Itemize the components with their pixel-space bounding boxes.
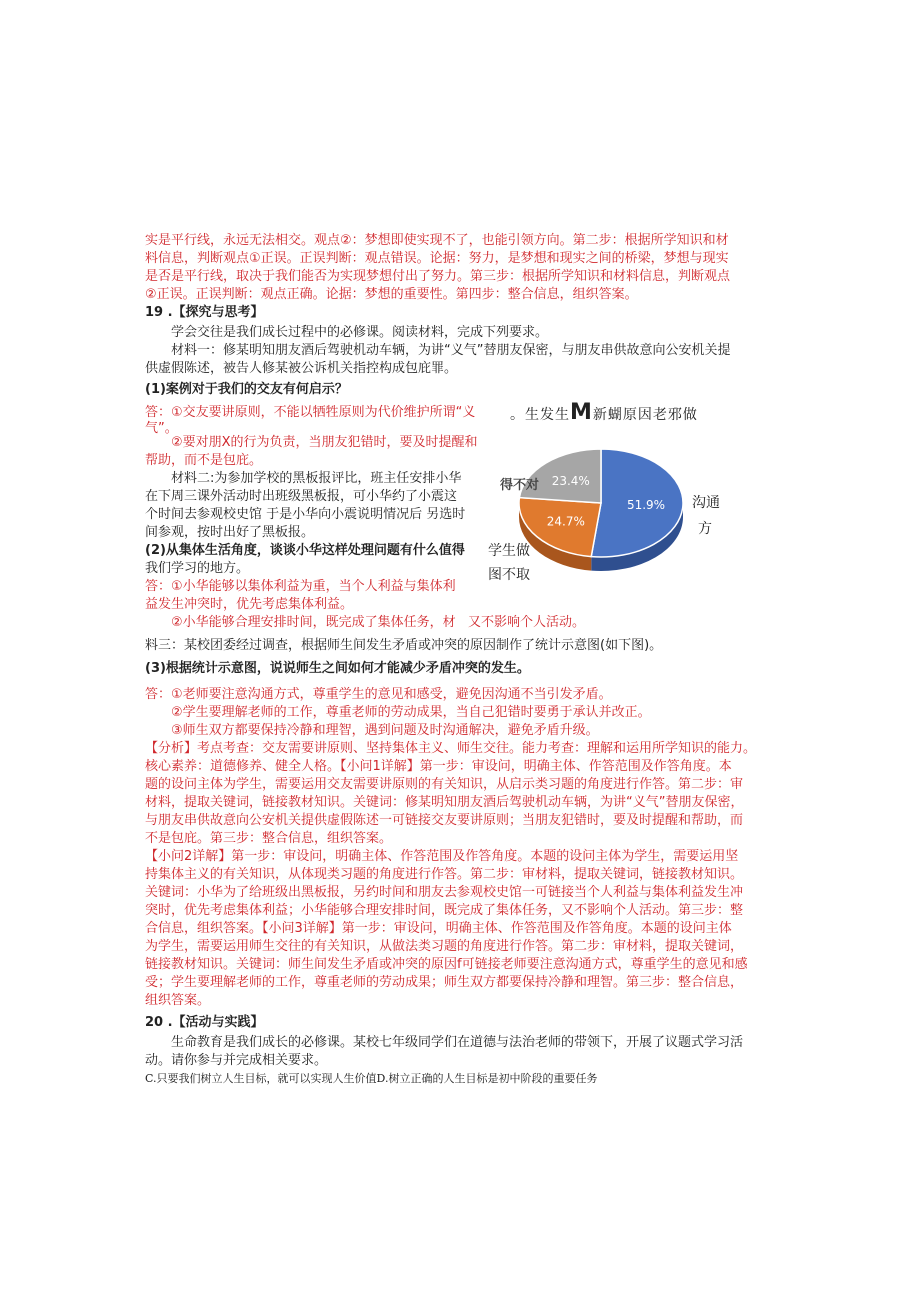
material3: 料三：某校团委经过调查，根据师生间发生矛盾或冲突的原因制作了统计示意图(如下图)。 [145, 638, 663, 653]
material2-line-2: 在下周三课外活动时出班级黑板报，可小华约了小震这 [145, 489, 458, 504]
chart-title-pre: 。生发生 [510, 407, 570, 423]
analysis-line-6: 不是包庇。第三步：整合信息，组织答案。 [145, 831, 393, 846]
side-label-right-2: 方 [698, 521, 712, 537]
analysis-line-14: 受；学生要理解老师的工作，尊重老师的劳动成果；师生双方都要保持冷静和理智。第三步：整合信息， [145, 975, 744, 990]
analysis-line-11: 合信息，组织答案。【小问3详解】第一步：审设问，明确主体、作答范围及作答角度。本题的设问主体 [145, 921, 732, 936]
analysis-line-12: 为学生，需要运用师生交往的有关知识，从做法类习题的角度进行作答。第二步：审材料，提取关键词， [145, 939, 744, 954]
answer2-line-2: 益发生冲突时，优先考虑集体利益。 [145, 597, 354, 612]
analysis-line-10: 突时，优先考虑集体利益；小华能够合理安排时间，既完成了集体任务，又不影响个人活动。第三步：整 [145, 903, 744, 918]
analysis-line-7: 【小问2详解】第一步：审设问，明确主体、作答范围及作答角度。本题的设问主体为学生，需要运用坚 [145, 849, 739, 864]
answer2-line-1: 答：①小华能够以集体利益为重，当个人利益与集体利 [145, 579, 456, 594]
question-1: (1)案例对于我们的交友有何启示？ [145, 382, 348, 397]
analysis-line-4: 材料，提取关键词，链接教材知识。关键词：修某明知朋友酒后驾驶机动车辆，为讲“义气”替朋友保密， [145, 795, 744, 810]
analysis-line-2: 核心素养：道德修养、健全人格。【小问1详解】第一步：审设问，明确主体、作答范围及作答角度。本 [145, 759, 732, 774]
answer1-line-1: 答：①交友要讲原则，不能以牺牲原则为代价维护所谓“义 [145, 405, 476, 420]
question-2-line-1: (2)从集体生活角度，谈谈小华这样处理问题有什么值得 [145, 543, 465, 558]
analysis-line-5: 与朋友串供故意向公安机关提供虚假陈述一可链接交友要讲原则；当朋友犯错时，要及时提醒和帮助，而 [145, 813, 744, 828]
question-2-line-2: 我们学习的地方。 [145, 561, 250, 576]
analysis-line-13: 链接教材知识。关键词：师生间发生矛盾或冲突的原因f可链接老师要注意沟通方式，尊重学生的意见和感 [145, 957, 748, 972]
analysis-line-8: 持集体主义的有关知识，从体现类习题的角度进行作答。第二步：审材料，提取关键词，链接教材知识。 [145, 867, 744, 882]
answer3-line-2: ②学生要理解老师的工作，尊重老师的劳动成果，当自己犯错时要勇于承认并改正。 [171, 705, 651, 720]
answer1-line-3: ②要对朋X的行为负责，当朋友犯错时，要及时提醒和 [171, 435, 478, 450]
pie-label-3: 23.4% [551, 473, 590, 488]
q19-intro: 学会交往是我们成长过程中的必修课。阅读材料，完成下列要求。 [171, 325, 549, 340]
material2-line-4: 间参观，按时出好了黑板报。 [145, 525, 315, 540]
material1-line-1: 材料一：修某明知朋友酒后驾驶机动车辆，为讲“义气”替朋友保密，与朋友串供故意向公安机关提 [171, 343, 731, 358]
answer2-line-3a: ②小华能够合理安排时间，既完成了集体任务，材 [171, 615, 456, 630]
intro-line-3: 是否是平行线，取决于我们能否为实现梦想付出了努力。第三步：根据所学知识和材料信息，判断观点 [145, 269, 731, 284]
chart-title-big: M [570, 400, 593, 425]
answer3-line-1: 答：①老师要注意沟通方式，尊重学生的意见和感受，避免因沟通不当引发矛盾。 [145, 687, 612, 702]
q20-line-1: 生命教育是我们成长的必修课。某校七年级同学们在道德与法治老师的带领下，开展了议题式学习活 [171, 1035, 744, 1050]
q20-heading: 20 .【活动与实践】 [145, 1015, 264, 1030]
side-label-left-1: 学生做 [488, 543, 530, 559]
material2-line-1: 材料二:为参加学校的黑板报评比，班主任安排小华 [171, 471, 462, 486]
chart-title-post: 新蝴原因老邪做 [592, 407, 698, 423]
intro-line-2: 料信息，判断观点①正误。正误判断：观点错误。论据：努力，是梦想和现实之间的桥梁，梦想与现实 [145, 251, 729, 266]
intro-line-1: 实是平行线，永远无法相交。观点②：梦想即使实现不了，也能引领方向。第二步：根据所学知识和材 [145, 233, 729, 248]
q19-heading: 19 .【探究与思考】 [145, 305, 264, 320]
analysis-line-1: 【分析】考点考查：交友需要讲原则、坚持集体主义、师生交往。能力考查：理解和运用所学知识的能力。 [145, 741, 757, 756]
analysis-line-15: 组织答案。 [145, 993, 211, 1008]
analysis-line-3: 题的设问主体为学生，需要运用交友需要讲原则的有关知识，从启示类习题的角度进行作答。第二步：审 [145, 777, 744, 792]
q20-line-2: 动。请你参与并完成相关要求。 [145, 1053, 328, 1068]
material2-line-3: 个时间去参观校史馆 于是小华向小震说明情况后 另选时 [145, 507, 466, 522]
question-3: (3)根据统计示意图，说说师生之间如何才能减少矛盾冲突的发生。 [145, 661, 530, 676]
material1-line-2: 供虚假陈述，被告人修某被公诉机关指控构成包庇罪。 [145, 361, 458, 376]
answer2-line-3b: 又不影响个人活动。 [468, 615, 586, 630]
pie-label-1: 51.9% [626, 497, 666, 512]
pie-gray-side-label: 得不对 [500, 478, 540, 493]
pie-label-2: 24.7% [546, 514, 585, 529]
answer3-line-3: ③师生双方都要保持冷静和理智，遇到问题及时沟通解决，避免矛盾升级。 [171, 723, 599, 738]
side-label-left-2: 图不取 [488, 567, 530, 583]
footer-option-line: C.只要我们树立人生目标，就可以实现人生价值D.树立正确的人生目标是初中阶段的重要任务 [145, 1072, 598, 1085]
answer1-line-4: 帮助，而不是包庇。 [145, 453, 263, 468]
answer1-line-2: 气”。 [145, 421, 178, 436]
analysis-line-9: 关键词：小华为了给班级出黑板报，另约时间和朋友去参观校史馆一可链接当个人利益与集体利益发生冲 [145, 885, 744, 900]
intro-line-4: ②正误。正误判断：观点正确。论据：梦想的重要性。第四步：整合信息，组织答案。 [145, 287, 638, 302]
side-label-right-1: 沟通 [692, 495, 720, 511]
